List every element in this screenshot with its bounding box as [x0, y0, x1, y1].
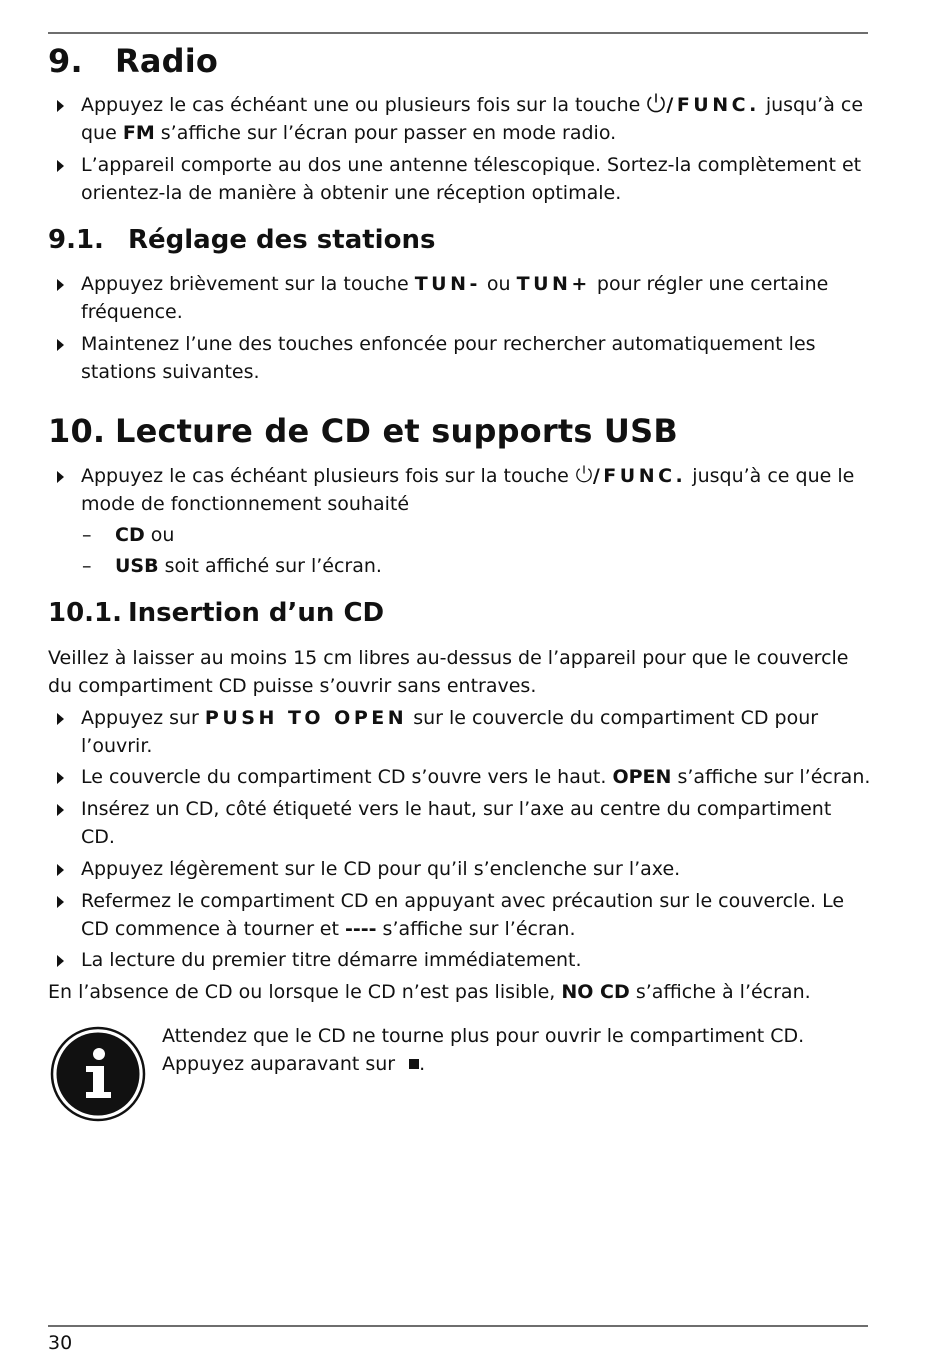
- info-icon: [50, 1026, 146, 1122]
- bullet-text: Insérez un CD, côté étiqueté vers le haut, sur l’axe au centre du compartiment CD.: [81, 798, 832, 848]
- heading-lecture-cd-usb: [48, 412, 678, 450]
- key-func: /FUNC.: [666, 94, 760, 116]
- bullet-text: Appuyez légèrement sur le CD pour qu’il s’enclenche sur l’axe.: [81, 858, 681, 880]
- intro-paragraph: Veillez à laisser au moins 15 cm libres au-dessus de l’appareil pour que le couvercle du compartiment CD puisse s’ouvrir sans entraves.: [48, 647, 849, 697]
- bullet-text: Appuyez le cas échéant plusieurs fois sur la touche /FUNC. jusqu’à ce que le mode de fonctionnement souhaité: [81, 465, 855, 515]
- key-tun-minus: TUN-: [414, 273, 481, 295]
- bullet-arrow-icon: [57, 896, 64, 908]
- bullet-text: Appuyez brièvement sur la touche TUN- ou TUN+ pour régler une certaine fréquence.: [81, 273, 829, 323]
- bullet-arrow-icon: [57, 160, 64, 172]
- bullet-arrow-icon: [57, 864, 64, 876]
- dash: –: [82, 555, 92, 577]
- power-icon: [575, 463, 593, 485]
- bullet-arrow-icon: [57, 339, 64, 351]
- display-text: NO CD: [561, 981, 630, 1003]
- heading-title: Réglage des stations: [128, 225, 436, 255]
- key-push-to-open: PUSH TO OPEN: [204, 707, 408, 729]
- bullet-text: La lecture du premier titre démarre immédiatement.: [81, 949, 582, 971]
- bullet-text: Appuyez le cas échéant une ou plusieurs fois sur la touche /FUNC. jusqu’à ce que FM s’affiche sur l’écran pour passer en mode radio.: [81, 94, 864, 144]
- bullet-text: Refermez le compartiment CD en appuyant avec précaution sur le couvercle. Le CD commence à tourner et ---- s’affiche sur l’écran.: [81, 890, 845, 940]
- heading-number: 9.: [48, 42, 83, 80]
- heading-title: Insertion d’un CD: [128, 598, 385, 628]
- heading-number: 10.: [48, 412, 106, 450]
- bullet-arrow-icon: [57, 772, 64, 784]
- heading-insertion-cd: [48, 598, 384, 628]
- heading-radio: [48, 42, 218, 80]
- heading-number: 10.1.: [48, 598, 123, 628]
- display-text: CD: [115, 524, 145, 546]
- power-icon: [646, 92, 666, 114]
- key-func: /FUNC.: [592, 465, 687, 487]
- heading-reglage-stations: [48, 225, 435, 255]
- heading-title: Lecture de CD et supports USB: [115, 412, 678, 450]
- key-tun-plus: TUN+: [516, 273, 591, 295]
- bullet-arrow-icon: [57, 471, 64, 483]
- bullet-arrow-icon: [57, 804, 64, 816]
- bottom-rule: [48, 1325, 868, 1327]
- bullet-text: Maintenez l’une des touches enfoncée pour rechercher automatiquement les stations suivantes.: [81, 333, 816, 383]
- page: 9. Radio Appuyez le cas échéant une ou plusieurs fois sur la touche /FUNC. jusqu’à ce que FM s’affiche sur l’écran pour passer en mode radio. L’appareil comporte au dos une antenne télescopique. Sortez-la complètement et orientez-la de manière à obtenir une réception optimale. 9.1. Réglage des stations Appuyez brièvement sur la touche TUN- ou TUN+ pour régler une certaine fréquence. Maintenez l’une des touches enfoncée pour rechercher automatiquement les stations suivantes. 10. Lecture de CD et supports USB Appuyez le cas échéant plusieurs fois sur la touche /FUNC. jusqu’à ce que le mode de fonctionnement souhaité – CD ou – USB soit affiché sur l’écran. 10.1. Insertion d’un CD Veillez à laisser au moins 15 cm libres au-dessus de l’appareil pour que le couvercle du compartiment CD puisse s’ouvrir sans entraves. Appuyez sur PUSH TO OPEN sur le couvercle du compartiment CD pour l’ouvrir. Le couvercle du compartiment CD s’ouvre vers le haut. OPEN s’affiche sur l’écran. Insérez un CD, côté étiqueté vers le haut, sur l’axe au centre du compartiment CD. Appuyez légèrement sur le CD pour qu’il s’enclenche sur l’axe. Refermez le compartiment CD en appuyant avec précaution sur le couvercle. Le CD commence à tourner et ---- s’affiche sur l’écran. La lecture du premier titre démarre immédiatement. En l’absence de CD ou lorsque le CD n’est pas lisible, NO CD s’affiche à l’écran. Attendez que le CD ne tourne plus pour ouvrir le compartiment CD. Appuyez auparavant sur . 30: [48, 0, 870, 1359]
- page-number: 30: [48, 1332, 73, 1354]
- bullet-arrow-icon: [57, 955, 64, 967]
- bullet-arrow-icon: [57, 279, 64, 291]
- bullet-arrow-icon: [57, 713, 64, 725]
- top-rule: [48, 32, 868, 34]
- bullet-text: L’appareil comporte au dos une antenne télescopique. Sortez-la complètement et orientez-la de manière à obtenir une réception optimale.: [81, 154, 862, 204]
- info-note-text: Attendez que le CD ne tourne plus pour ouvrir le compartiment CD. Appuyez auparavant sur .: [162, 1025, 805, 1075]
- display-text: ----: [344, 918, 377, 940]
- bullet-text: Le couvercle du compartiment CD s’ouvre vers le haut. OPEN s’affiche sur l’écran.: [81, 766, 871, 788]
- stop-icon: [409, 1059, 419, 1069]
- display-text: USB: [115, 555, 159, 577]
- heading-title: Radio: [115, 42, 219, 80]
- display-text: OPEN: [612, 766, 672, 788]
- heading-number: 9.1.: [48, 225, 104, 255]
- outro-paragraph: En l’absence de CD ou lorsque le CD n’est pas lisible, NO CD s’affiche à l’écran.: [48, 981, 811, 1003]
- display-text: FM: [122, 122, 155, 144]
- bullet-arrow-icon: [57, 100, 64, 112]
- bullet-text: Appuyez sur PUSH TO OPEN sur le couvercle du compartiment CD pour l’ouvrir.: [81, 707, 819, 757]
- dash: –: [82, 524, 92, 546]
